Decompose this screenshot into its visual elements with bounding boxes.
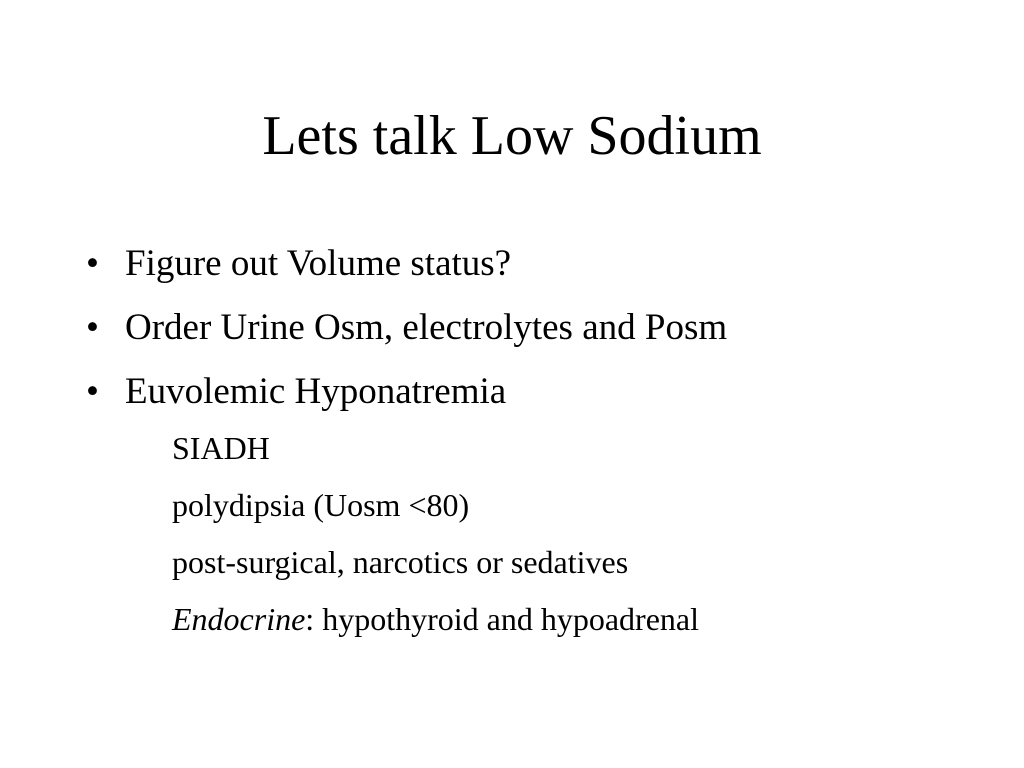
bullet-list [86, 232, 727, 424]
bullet-item [86, 232, 727, 296]
sub-item [172, 534, 699, 591]
sub-item-emphasis: Endocrine [172, 601, 306, 637]
sub-item [172, 420, 699, 477]
sub-item-text: polydipsia (Uosm <80) [172, 487, 470, 523]
sub-item [172, 591, 699, 648]
sub-item-text: post-surgical, narcotics or sedatives [172, 544, 629, 580]
bullet-marker: • [86, 243, 99, 284]
bullet-text: Figure out Volume status? [125, 243, 512, 284]
bullet-text: Euvolemic Hyponatremia [125, 371, 507, 412]
sub-item [172, 477, 699, 534]
slide-title: Lets talk Low Sodium [262, 105, 762, 167]
bullet-text: Order Urine Osm, electrolytes and Posm [125, 307, 728, 348]
bullet-item [86, 360, 727, 424]
sub-item-text: : hypothyroid and hypoadrenal [305, 601, 699, 637]
bullet-marker: • [86, 307, 99, 348]
bullet-marker: • [86, 371, 99, 412]
bullet-item [86, 296, 727, 360]
sub-item-list [172, 420, 699, 648]
sub-item-text: SIADH [172, 430, 270, 466]
